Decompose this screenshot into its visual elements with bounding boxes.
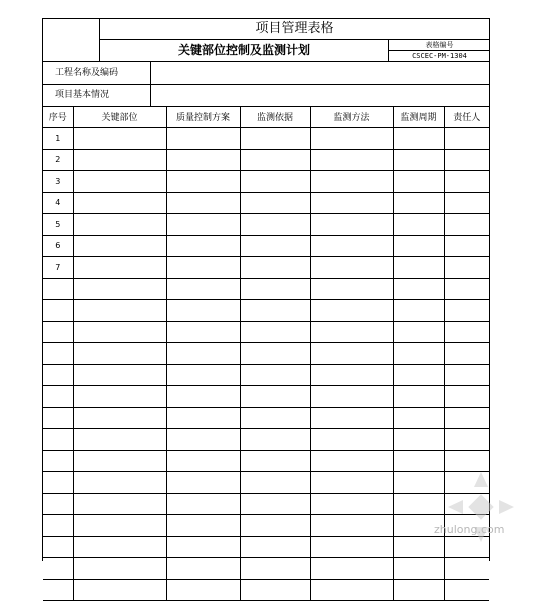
row-number (43, 429, 73, 451)
table-cell (393, 558, 444, 580)
table-cell (393, 579, 444, 601)
table-cell (240, 579, 310, 601)
table-cell (166, 192, 240, 214)
table-cell (166, 579, 240, 601)
table-row (43, 364, 489, 386)
table-cell (393, 278, 444, 300)
table-row (43, 171, 489, 193)
table-cell (444, 192, 489, 214)
table-cell (166, 343, 240, 365)
table-cell (73, 558, 166, 580)
table-cell (393, 386, 444, 408)
table-cell (393, 364, 444, 386)
table-cell (240, 343, 310, 365)
table-cell (240, 429, 310, 451)
table-cell (310, 278, 393, 300)
table-row (43, 515, 489, 537)
table-cell (444, 321, 489, 343)
table-row (43, 235, 489, 257)
table-cell (240, 407, 310, 429)
table-cell (310, 429, 393, 451)
table-cell (166, 321, 240, 343)
table-cell (73, 579, 166, 601)
table-cell (310, 171, 393, 193)
table-row (43, 128, 489, 150)
table-cell (444, 429, 489, 451)
table-cell (444, 149, 489, 171)
table-cell (240, 171, 310, 193)
table-cell (73, 493, 166, 515)
column-header: 监测周期 (393, 106, 444, 128)
row-number (43, 407, 73, 429)
table-cell (240, 515, 310, 537)
table-row (43, 278, 489, 300)
row-number (43, 472, 73, 494)
form-code-value: CSCEC-PM-1304 (412, 52, 467, 60)
table-cell (310, 192, 393, 214)
row-number (43, 321, 73, 343)
table-cell (166, 450, 240, 472)
table-cell (166, 300, 240, 322)
table-cell (73, 536, 166, 558)
table-cell (73, 321, 166, 343)
table-cell (310, 472, 393, 494)
row-number (43, 579, 73, 601)
table-cell (310, 364, 393, 386)
watermark-text: zhulong.com (434, 523, 505, 536)
table-cell (310, 214, 393, 236)
table-row (43, 407, 489, 429)
row-number: 6 (43, 235, 73, 257)
table-cell (310, 558, 393, 580)
table-cell (166, 493, 240, 515)
table-row (43, 214, 489, 236)
table-row (43, 149, 489, 171)
table-row (43, 300, 489, 322)
table-cell (444, 235, 489, 257)
table-cell (73, 171, 166, 193)
table-cell (393, 171, 444, 193)
table-cell (240, 192, 310, 214)
row-number (43, 536, 73, 558)
table-row (43, 450, 489, 472)
table-cell (310, 407, 393, 429)
table-cell (240, 257, 310, 279)
column-header: 关键部位 (73, 106, 166, 128)
table-cell (393, 214, 444, 236)
project-name-label: 工程名称及编码 (43, 62, 151, 84)
table-cell (73, 343, 166, 365)
row-number (43, 278, 73, 300)
table-cell (444, 343, 489, 365)
table-cell (166, 171, 240, 193)
table-cell (166, 364, 240, 386)
row-number (43, 450, 73, 472)
table-cell (393, 235, 444, 257)
column-header: 序号 (43, 106, 73, 128)
table-cell (310, 128, 393, 150)
table-row (43, 343, 489, 365)
table-cell (310, 515, 393, 537)
row-number: 5 (43, 214, 73, 236)
table-cell (166, 407, 240, 429)
table-cell (240, 386, 310, 408)
table-cell (166, 429, 240, 451)
table-cell (166, 278, 240, 300)
table-cell (310, 343, 393, 365)
table-cell (166, 128, 240, 150)
row-number (43, 364, 73, 386)
table-cell (73, 386, 166, 408)
column-header: 监测方法 (310, 106, 393, 128)
table-cell (240, 364, 310, 386)
table-cell (73, 128, 166, 150)
table-cell (73, 278, 166, 300)
table-row (43, 192, 489, 214)
table-cell (310, 149, 393, 171)
row-number: 7 (43, 257, 73, 279)
table-row (43, 257, 489, 279)
table-row (43, 536, 489, 558)
table-cell (240, 493, 310, 515)
table-cell (310, 321, 393, 343)
table-cell (310, 493, 393, 515)
table-cell (444, 364, 489, 386)
row-number (43, 300, 73, 322)
table-cell (240, 300, 310, 322)
header-blank-cell (43, 19, 100, 62)
table-row (43, 558, 489, 580)
table-cell (310, 386, 393, 408)
table-cell (166, 472, 240, 494)
form-sheet (42, 18, 490, 561)
table-cell (240, 128, 310, 150)
table-cell (166, 257, 240, 279)
table-cell (73, 515, 166, 537)
table-cell (310, 450, 393, 472)
table-cell (310, 235, 393, 257)
table-cell (73, 407, 166, 429)
table-cell (444, 579, 489, 601)
table-cell (393, 257, 444, 279)
table-cell (310, 536, 393, 558)
project-basic-label: 项目基本情况 (43, 84, 151, 106)
table-cell (73, 257, 166, 279)
table-cell (393, 149, 444, 171)
row-number: 4 (43, 192, 73, 214)
table-cell (73, 300, 166, 322)
table-cell (240, 558, 310, 580)
table-cell (240, 472, 310, 494)
table-row (43, 579, 489, 601)
table-cell (393, 429, 444, 451)
column-header: 监测依据 (240, 106, 310, 128)
table-cell (444, 257, 489, 279)
table-cell (73, 149, 166, 171)
project-basic-row (43, 84, 489, 107)
table-cell (393, 321, 444, 343)
table-row (43, 493, 489, 515)
row-number: 1 (43, 128, 73, 150)
table-cell (240, 450, 310, 472)
table-cell (310, 579, 393, 601)
table-row (43, 429, 489, 451)
watermark-logo-icon (436, 462, 526, 552)
table-cell (444, 558, 489, 580)
project-name-row (43, 62, 489, 85)
column-header: 责任人 (444, 106, 489, 128)
table-cell (166, 515, 240, 537)
table-cell (166, 149, 240, 171)
table-cell (444, 171, 489, 193)
table-cell (73, 450, 166, 472)
table-cell (310, 300, 393, 322)
table-cell (166, 536, 240, 558)
table-cell (444, 214, 489, 236)
table-cell (73, 472, 166, 494)
row-number (43, 343, 73, 365)
table-cell (310, 257, 393, 279)
table-cell (73, 429, 166, 451)
table-row (43, 321, 489, 343)
table-cell (73, 192, 166, 214)
table-row (43, 386, 489, 408)
row-number (43, 558, 73, 580)
table-cell (393, 192, 444, 214)
table-cell (240, 214, 310, 236)
form-code-label: 表格编号 (389, 40, 490, 51)
table-cell (166, 386, 240, 408)
table-cell (73, 214, 166, 236)
table-cell (73, 235, 166, 257)
table-cell (166, 214, 240, 236)
table-cell (444, 278, 489, 300)
row-number (43, 515, 73, 537)
row-number: 2 (43, 149, 73, 171)
table-row (43, 472, 489, 494)
row-number: 3 (43, 171, 73, 193)
table-cell (240, 235, 310, 257)
table-cell (240, 321, 310, 343)
column-header: 质量控制方案 (166, 106, 240, 128)
row-number (43, 386, 73, 408)
table-cell (393, 300, 444, 322)
table-cell (393, 128, 444, 150)
table-cell (393, 343, 444, 365)
form-code-box (388, 40, 490, 62)
table-cell (240, 536, 310, 558)
table-cell (444, 128, 489, 150)
table-cell (444, 386, 489, 408)
table-header-row (43, 106, 489, 128)
table-cell (393, 407, 444, 429)
table-cell (240, 149, 310, 171)
table-cell (444, 300, 489, 322)
row-number (43, 493, 73, 515)
org-title: 项目管理表格 (100, 19, 489, 40)
monitoring-plan-table (43, 106, 489, 601)
table-cell (444, 407, 489, 429)
table-cell (166, 558, 240, 580)
table-cell (166, 235, 240, 257)
table-cell (73, 364, 166, 386)
plan-title: 关键部位控制及监测计划 (100, 40, 388, 62)
table-cell (240, 278, 310, 300)
